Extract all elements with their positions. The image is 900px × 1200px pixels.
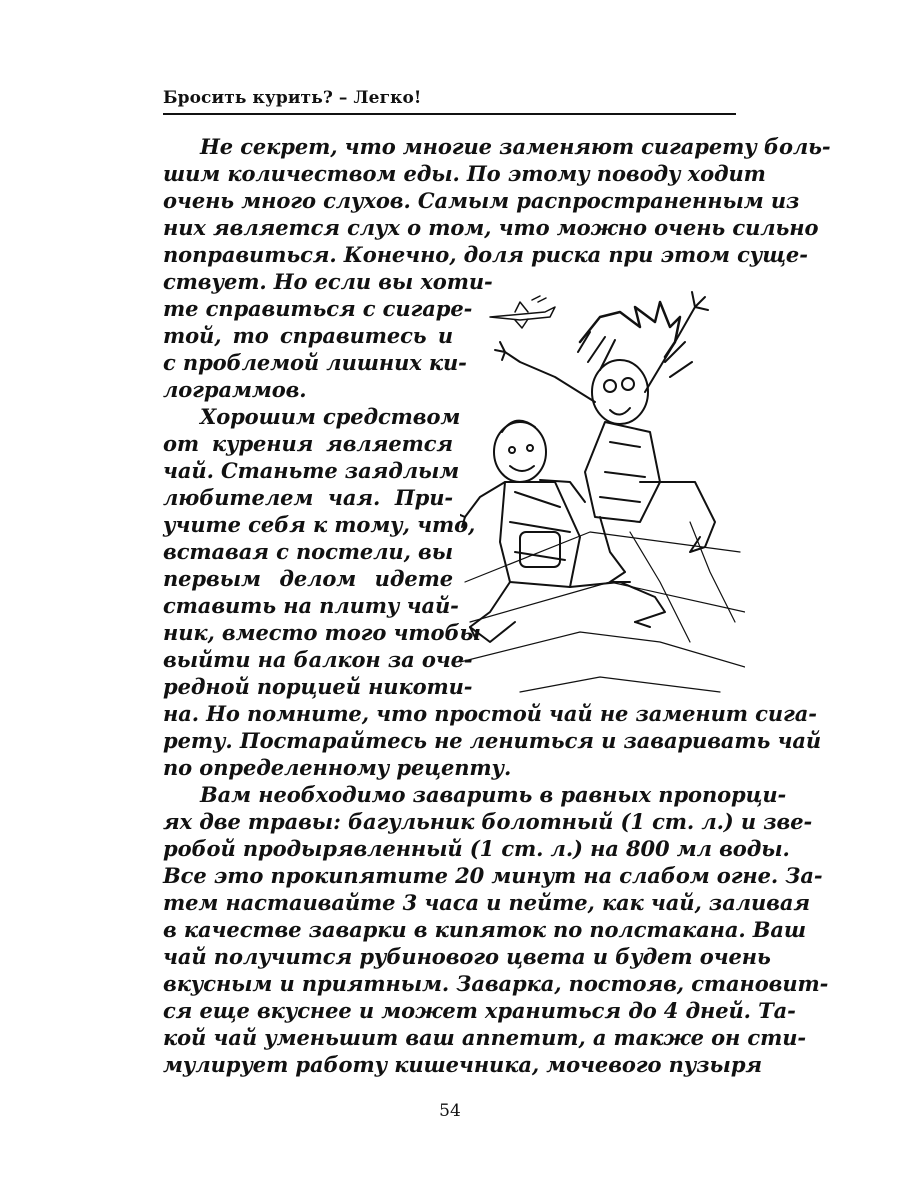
text-line: чай получится рубинового цвета и будет очень (163, 944, 771, 969)
page-number: 54 (439, 1101, 461, 1121)
text-line: ник, вместо того чтобы (163, 620, 481, 645)
text-line: той, то справитесь и (163, 323, 453, 348)
text-line: робой продырявленный (1 ст. л.) на 800 мл воды. (163, 836, 790, 861)
text-line: лограммов. (163, 377, 307, 402)
text-line: те справиться с сигаре- (163, 296, 473, 321)
text-line: первым делом идете (163, 566, 453, 591)
text-line: с проблемой лишних ки- (163, 350, 467, 375)
text-line: рету. Постарайтесь не лениться и заваривать чай (163, 728, 822, 753)
text-line: на. Но помните, что простой чай не заменит сига- (163, 701, 817, 726)
text-line: поправиться. Конечно, доля риска при этом суще- (163, 242, 808, 267)
text-line: ствует. Но если вы хоти- (163, 269, 493, 294)
text-line: тем настаивайте 3 часа и пейте, как чай, заливая (163, 890, 810, 915)
text-line: по определенному рецепту. (163, 755, 512, 780)
text-line: Вам необходимо заварить в равных пропорци- (200, 782, 787, 807)
text-line: мулирует работу кишечника, мочевого пузыря (163, 1052, 763, 1077)
text-line: выйти на балкон за оче- (163, 647, 473, 672)
text-line: очень много слухов. Самым распространенным из (163, 188, 800, 213)
text-line: учите себя к тому, что, (163, 512, 476, 537)
text-line: чай. Станьте заядлым (163, 458, 460, 483)
text-line: в качестве заварки в кипяток по полстакана. Ваш (163, 917, 807, 942)
text-line: ях две травы: багульник болотный (1 ст. л.) и зве- (163, 809, 813, 834)
running-header: Бросить курить? – Легко! (163, 88, 422, 108)
text-line: вкусным и приятным. Заварка, постояв, становит- (163, 971, 829, 996)
text-line: Не секрет, что многие заменяют сигарету боль- (200, 134, 831, 159)
text-line: ставить на плиту чай- (163, 593, 459, 618)
text-line: вставая с постели, вы (163, 539, 453, 564)
text-line: Все это прокипятите 20 минут на слабом огне. За- (163, 863, 823, 888)
text-line: редной порцией никоти- (163, 674, 473, 699)
text-line: шим количеством еды. По этому поводу ходит (163, 161, 766, 186)
header-rule (163, 113, 736, 115)
text-line: них является слух о том, что можно очень сильно (163, 215, 819, 240)
airplane-icon (490, 296, 555, 328)
lower-skydiver (460, 421, 665, 642)
text-line: от курения является (163, 431, 453, 456)
text-line: любителем чая. При- (163, 485, 453, 510)
upper-skydiver (495, 292, 715, 582)
text-line: ся еще вкуснее и может храниться до 4 дней. Та- (163, 998, 796, 1023)
skydivers-illustration (460, 282, 745, 702)
text-line: кой чай уменьшит ваш аппетит, а также он сти- (163, 1025, 806, 1050)
text-line: Хорошим средством (200, 404, 461, 429)
